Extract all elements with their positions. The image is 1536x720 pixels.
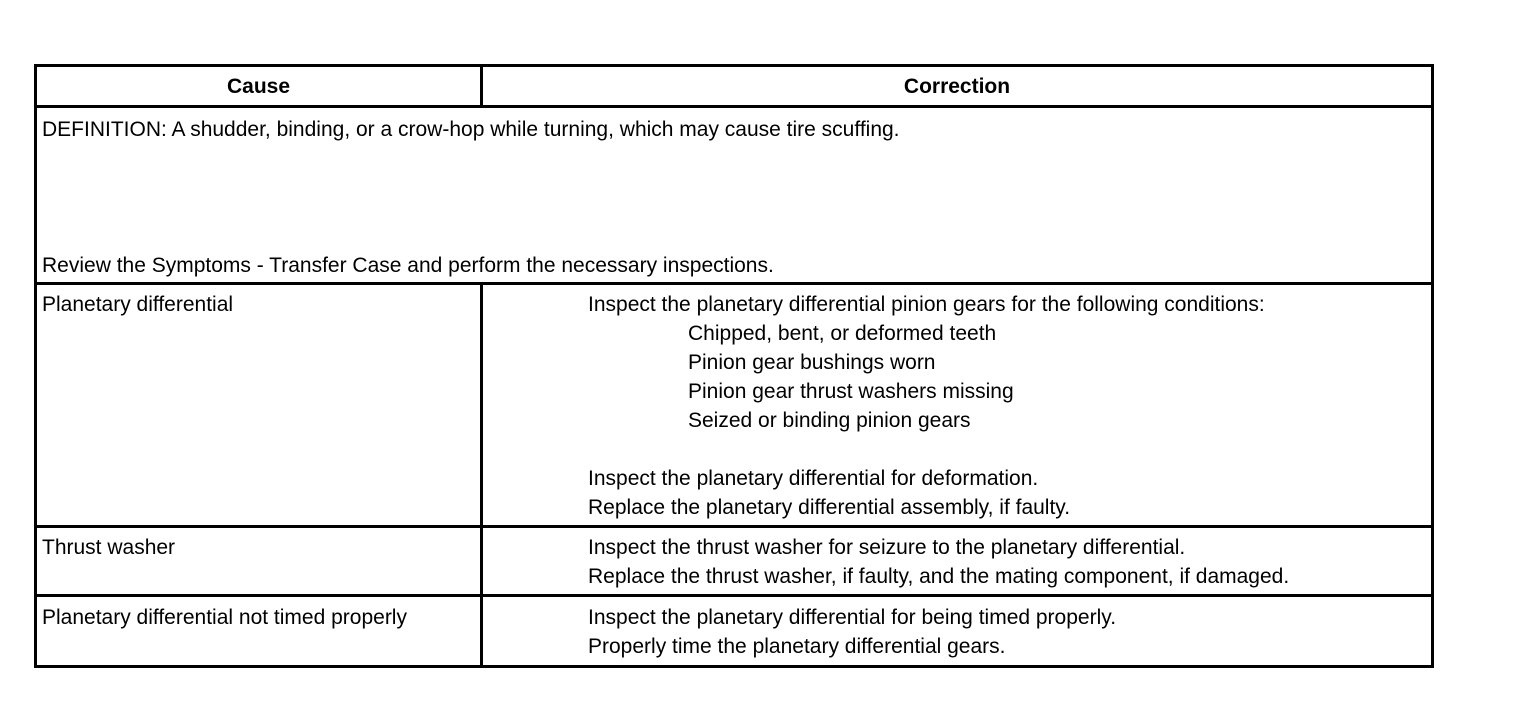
column-divider bbox=[480, 282, 483, 668]
header-correction: Correction bbox=[903, 75, 1011, 98]
definition-text: DEFINITION: A shudder, binding, or a crow-hop while turning, which may cause tire scuffing. bbox=[42, 118, 900, 141]
cause-not-timed: Planetary differential not timed properly bbox=[42, 606, 407, 629]
condition-item: Pinion gear bushings worn bbox=[688, 351, 936, 374]
header-cause: Cause bbox=[226, 75, 291, 98]
correction-line: Replace the planetary differential assembly, if faulty. bbox=[588, 496, 1071, 519]
correction-intro: Inspect the planetary differential pinion gears for the following conditions: bbox=[588, 293, 1265, 316]
condition-item: Pinion gear thrust washers missing bbox=[688, 380, 1014, 403]
correction-not-timed bbox=[588, 603, 1116, 661]
definition-review-text: Review the Symptoms - Transfer Case and perform the necessary inspections. bbox=[42, 254, 774, 277]
correction-line: Inspect the planetary differential for deformation. bbox=[588, 467, 1039, 490]
correction-line: Replace the thrust washer, if faulty, and the mating component, if damaged. bbox=[588, 565, 1290, 588]
condition-item: Chipped, bent, or deformed teeth bbox=[688, 322, 997, 345]
cause-planetary-differential: Planetary differential bbox=[42, 293, 234, 316]
definition-divider bbox=[34, 282, 1434, 285]
correction-line: Inspect the thrust washer for seizure to the planetary differential. bbox=[588, 536, 1186, 559]
row-divider-1 bbox=[34, 525, 1434, 528]
row-divider-2 bbox=[34, 594, 1434, 597]
correction-thrust-washer bbox=[588, 533, 1289, 591]
correction-line: Properly time the planetary differential gears. bbox=[588, 635, 1006, 658]
correction-planetary-differential bbox=[588, 290, 1265, 522]
condition-item: Seized or binding pinion gears bbox=[688, 409, 971, 432]
cause-thrust-washer: Thrust washer bbox=[42, 536, 176, 559]
diagnostic-table bbox=[34, 64, 1434, 668]
correction-line: Inspect the planetary differential for being timed properly. bbox=[588, 606, 1117, 629]
